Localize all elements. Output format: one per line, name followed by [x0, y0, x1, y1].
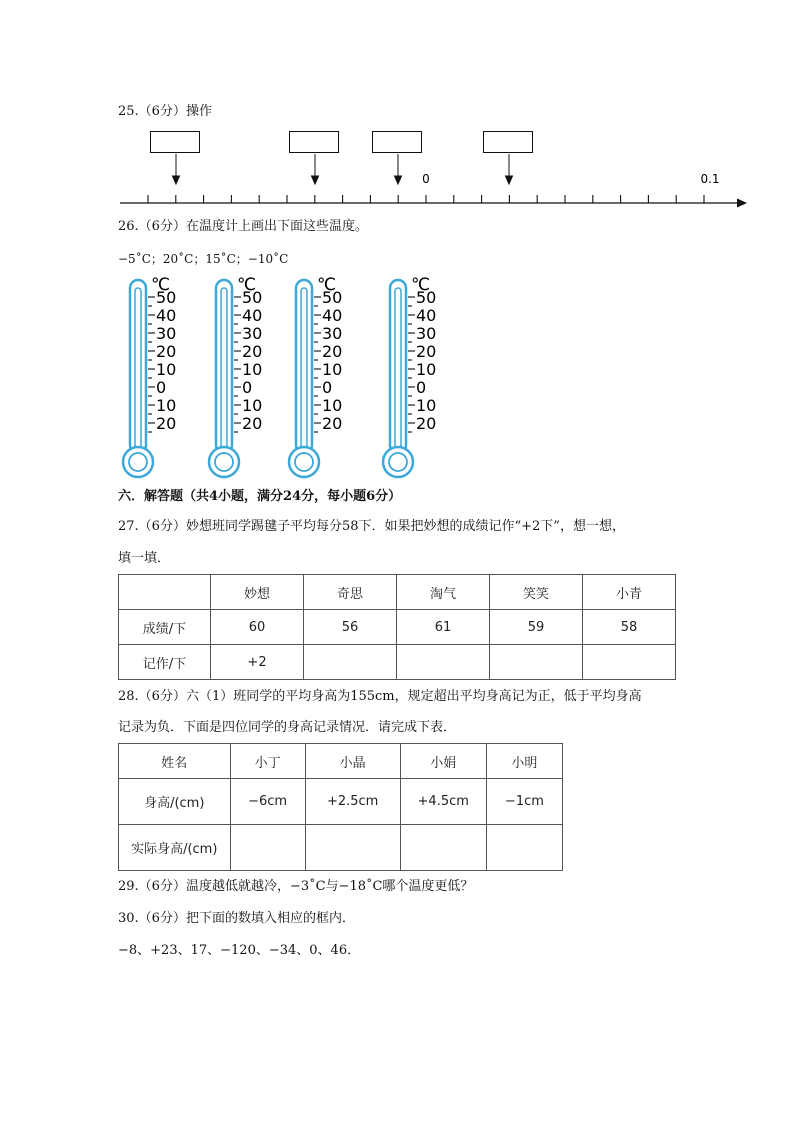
q27-table-cell: 妙想: [211, 575, 304, 610]
q28-table-cell: 姓名: [119, 744, 231, 779]
q27-table-cell: 60: [211, 610, 304, 645]
thermometer-4: [383, 280, 415, 477]
q30-numbers: −8、+23、17、−120、−34、0、46．: [118, 943, 361, 958]
q27-table-cell[interactable]: [119, 575, 211, 610]
q28-table-cell[interactable]: [400, 825, 486, 871]
thermometer-scale-label: 20: [416, 342, 437, 361]
thermometer-3: [289, 280, 321, 477]
q27-table-cell: 56: [304, 610, 397, 645]
q28-table-cell: 小丁: [230, 744, 305, 779]
thermometer-scale-label: 30: [322, 324, 343, 343]
thermometer-scale-label: 0: [416, 378, 427, 397]
thermometer-scale-label: 10: [242, 396, 263, 415]
thermometer-scale-label: 40: [242, 306, 263, 325]
thermometer-scale-label: 50: [242, 288, 263, 307]
thermometer-scale-label: 30: [416, 324, 437, 343]
thermometers: [0, 270, 794, 485]
thermometer-scale-label: 0: [156, 378, 167, 397]
q27-table-row: [119, 610, 676, 645]
thermometer-scale-label: 10: [156, 396, 177, 415]
q27-table-cell: 记作/下: [119, 645, 211, 680]
q28-table-cell: 小娟: [400, 744, 486, 779]
q28-table-row: [119, 779, 563, 825]
q27-line-1: 27.（6分）妙想班同学踢毽子平均每分58下．如果把妙想的成绩记作“+2下”，想一想，: [118, 519, 625, 534]
q28-table-cell: 身高/(cm): [119, 779, 231, 825]
q27-table-row: [119, 575, 676, 610]
thermometer-scale-label: 20: [242, 414, 263, 433]
thermometer-scale-label: 30: [156, 324, 177, 343]
q25-title: 25.（6分）操作: [118, 104, 212, 119]
q27-table: [118, 574, 676, 680]
q27-table-cell[interactable]: [304, 645, 397, 680]
thermometer-scale-label: 10: [416, 396, 437, 415]
q28-table-cell: +2.5cm: [305, 779, 400, 825]
thermometer-scale-label: 40: [322, 306, 343, 325]
q28-table-cell: 小明: [486, 744, 562, 779]
q28-line-1: 28.（6分）六（1）班同学的平均身高为155cm，规定超出平均身高记为正，低于平均身高: [118, 689, 642, 704]
thermometer-unit-label: ℃: [151, 275, 171, 295]
q30-text: 30.（6分）把下面的数填入相应的框内．: [118, 911, 355, 926]
thermometer-scale-label: 10: [416, 360, 437, 379]
thermometer-scale-label: 20: [156, 414, 177, 433]
thermometer-2: [209, 280, 241, 477]
q27-table-cell: 成绩/下: [119, 610, 211, 645]
thermometer-scale-label: 50: [156, 288, 177, 307]
thermometer-scale-label: 20: [322, 414, 343, 433]
q27-table-cell[interactable]: [582, 645, 675, 680]
thermometer-scale-label: 40: [416, 306, 437, 325]
thermometer-scale-label: 40: [156, 306, 177, 325]
q28-line-2: 记录为负．下面是四位同学的身高记录情况．请完成下表．: [118, 720, 457, 735]
q27-table-cell: 59: [489, 610, 582, 645]
q28-table-cell: 小晶: [305, 744, 400, 779]
q27-line-2: 填一填．: [118, 551, 171, 566]
q27-table-cell: 小青: [582, 575, 675, 610]
q27-table-cell: 58: [582, 610, 675, 645]
thermometer-scale-label: 20: [156, 342, 177, 361]
number-line-ticks: [148, 195, 704, 203]
thermometer-unit-label: ℃: [237, 275, 257, 295]
q28-table-cell: +4.5cm: [400, 779, 486, 825]
q27-table-cell: +2: [211, 645, 304, 680]
thermometer-unit-label: ℃: [411, 275, 431, 295]
q28-table-cell[interactable]: [305, 825, 400, 871]
thermometer-scale-label: 20: [242, 342, 263, 361]
q26-temperatures: −5˚C；20˚C；15˚C；−10˚C: [118, 252, 289, 266]
q27-table-cell: 笑笑: [489, 575, 582, 610]
thermometer-scale-label: 10: [156, 360, 177, 379]
q28-table-cell[interactable]: [486, 825, 562, 871]
q27-table-cell[interactable]: [397, 645, 490, 680]
thermometer-scale-label: 50: [322, 288, 343, 307]
thermometer-1: [123, 280, 155, 477]
q28-table-cell: 实际身高/(cm): [119, 825, 231, 871]
section-6-heading: 六．解答题（共4小题，满分24分，每小题6分）: [118, 489, 402, 504]
thermometer-scale-label: 10: [322, 396, 343, 415]
q27-table-cell: 奇思: [304, 575, 397, 610]
thermometer-scale-label: 10: [322, 360, 343, 379]
q28-table-row: [119, 825, 563, 871]
thermometer-unit-label: ℃: [317, 275, 337, 295]
thermometer-scale-label: 50: [416, 288, 437, 307]
thermometer-scale-label: 20: [416, 414, 437, 433]
thermometer-scale-label: 0: [322, 378, 333, 397]
thermometer-scale-label: 10: [242, 360, 263, 379]
q29-text: 29.（6分）温度越低就越冷，−3˚C与−18˚C哪个温度更低？: [118, 879, 474, 894]
q27-table-row: [119, 645, 676, 680]
q27-table-cell: 61: [397, 610, 490, 645]
pointer-arrow-1-head: [173, 176, 180, 184]
number-line-label-tenth: 0.1: [700, 172, 720, 186]
q28-table: [118, 743, 563, 871]
thermometer-scale-label: 20: [322, 342, 343, 361]
q28-table-row: [119, 744, 563, 779]
q28-table-cell[interactable]: [230, 825, 305, 871]
q27-table-cell[interactable]: [489, 645, 582, 680]
q28-table-cell: −6cm: [230, 779, 305, 825]
pointer-arrow-4-head: [506, 176, 513, 184]
q27-table-cell: 淘气: [397, 575, 490, 610]
q28-table-cell: −1cm: [486, 779, 562, 825]
pointer-arrow-3-head: [395, 176, 402, 184]
pointer-arrow-2-head: [312, 176, 319, 184]
number-line: [0, 0, 794, 220]
thermometer-scale-label: 30: [242, 324, 263, 343]
thermometer-scale-label: 0: [242, 378, 253, 397]
number-line-arrowhead: [737, 199, 747, 208]
q26-title: 26.（6分）在温度计上画出下面这些温度。: [118, 219, 368, 234]
number-line-label-zero: 0: [422, 172, 430, 186]
